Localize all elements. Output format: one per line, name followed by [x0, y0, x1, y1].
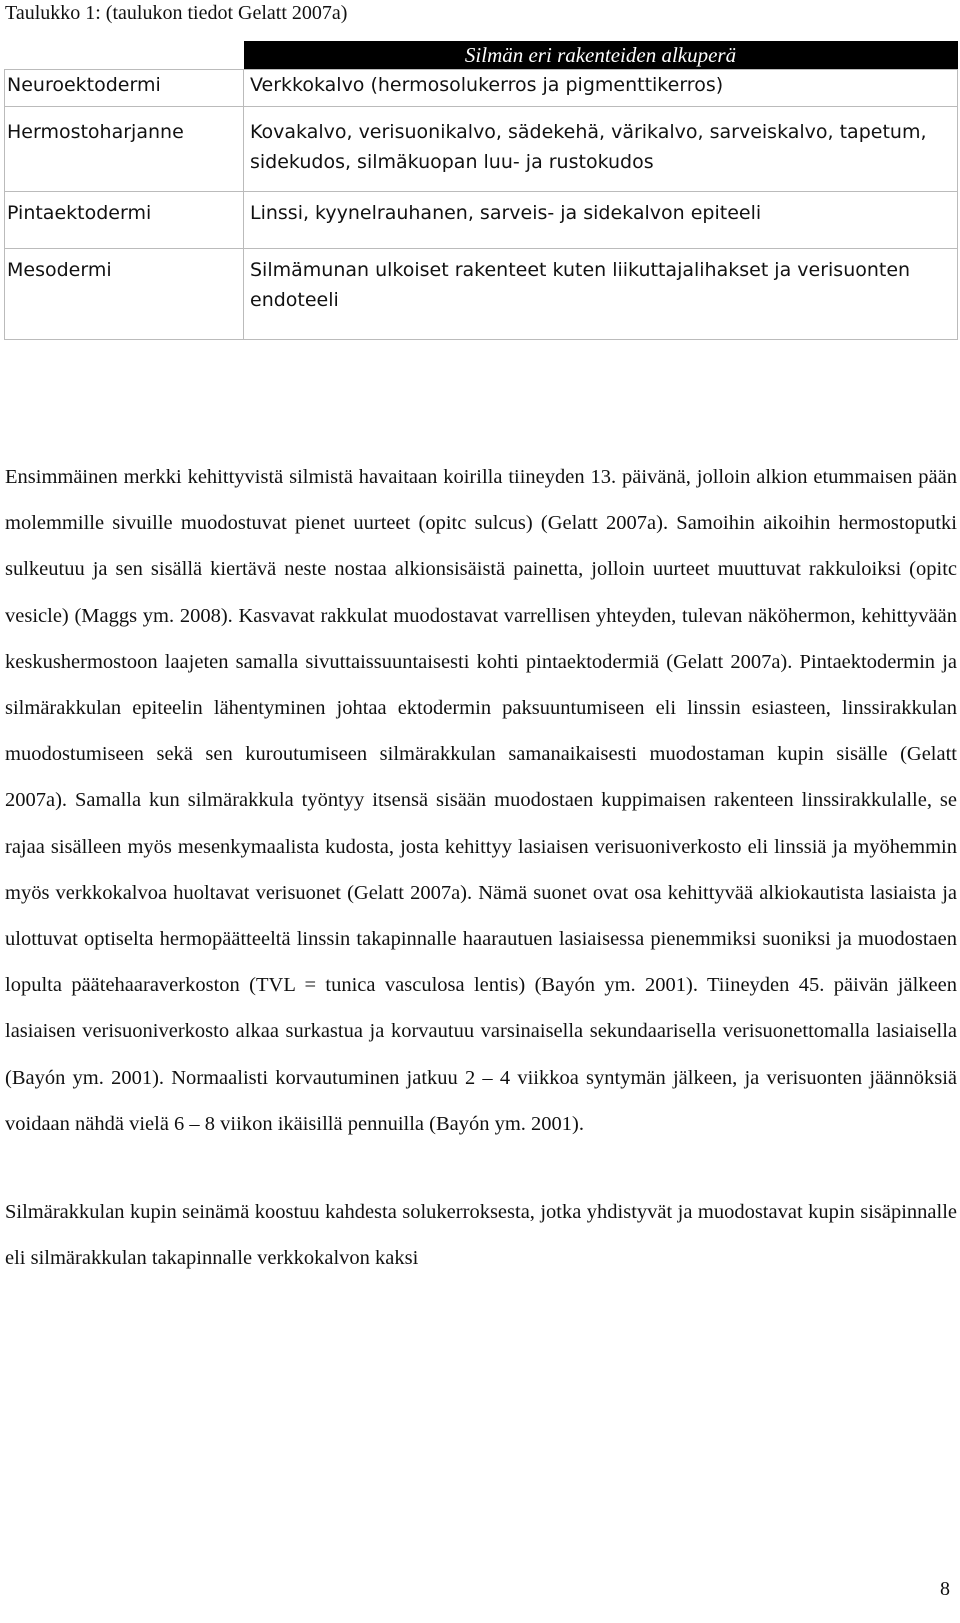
structures-cell: Verkkokalvo (hermosolukerros ja pigmenttikerros) — [244, 70, 958, 107]
table-caption: Taulukko 1: (taulukon tiedot Gelatt 2007a) — [5, 2, 348, 24]
origin-table — [4, 41, 958, 340]
table-header-row — [5, 41, 958, 70]
table-header-cell: Silmän eri rakenteiden alkuperä — [244, 41, 958, 70]
structures-cell: Kovakalvo, verisuonikalvo, sädekehä, värikalvo, sarveiskalvo, tapetum, sidekudos, silmäkuopan luu- ja rustokudos — [244, 107, 958, 192]
table-header-empty-cell — [5, 41, 244, 70]
table-row — [5, 70, 958, 107]
body-text — [5, 454, 957, 1281]
table-row — [5, 249, 958, 340]
tissue-cell: Pintaektodermi — [5, 192, 244, 249]
tissue-cell: Mesodermi — [5, 249, 244, 340]
tissue-cell: Hermostoharjanne — [5, 107, 244, 192]
structures-cell: Linssi, kyynelrauhanen, sarveis- ja sidekalvon epiteeli — [244, 192, 958, 249]
tissue-cell: Neuroektodermi — [5, 70, 244, 107]
table-row — [5, 192, 958, 249]
table-row — [5, 107, 958, 192]
paragraph: Silmärakkulan kupin seinämä koostuu kahdesta solukerroksesta, jotka yhdistyvät ja muodostavat kupin sisäpinnalle eli silmärakkulan takapinnalle verkkokalvon kaksi — [5, 1201, 957, 1270]
paragraph: Ensimmäinen merkki kehittyvistä silmistä havaitaan koirilla tiineyden 13. päivänä, jolloin alkion etummaisen pään molemmille sivuille muodostuvat pienet uurteet (opitc sulcus) (Gelatt 2007a). Samoihin aikoihin hermostoputki sulkeutuu ja sen sisällä kiertävä neste nostaa alkionsisäistä painetta, jolloin uurteet muuttuvat rakkuloiksi (opitc vesicle) (Maggs ym. 2008). Kasvavat rakkulat muodostavat varrellisen yhteyden, tulevan näköhermon, kehittyvään keskushermostoon laajeten samalla sivuttaissuuntaisesti kohti pintaektodermiä (Gelatt 2007a). Pintaektodermin ja silmärakkulan epiteelin lähentyminen johtaa ektodermin paksuuntumiseen eli linssin esiasteen, linssirakkulan muodostumiseen sekä sen kuroutumiseen silmärakkulan samanaikaisesti muodostaman kupin sisälle (Gelatt 2007a). Samalla kun silmärakkula työntyy itsensä sisään muodostaen kuppimaisen rakenteen linssirakkulalle, se rajaa sisälleen myös mesenkymaalista kudosta, josta kehittyy lasiaisen verisuoniverkosto eli linssiä ja myöhemmin myös verkkokalvoa huoltavat verisuonet (Gelatt 2007a). Nämä suonet ovat osa kehittyvää alkiokautista lasiaista ja ulottuvat optiselta hermopäätteeltä linssin takapinnalle haarautuen lasiaisessa pienemmiksi suoniksi ja muodostaen lopulta päätehaaraverkoston (TVL = tunica vasculosa lentis) (Bayón ym. 2001). Tiineyden 45. päivän jälkeen lasiaisen verisuoniverkosto alkaa surkastua ja korvautuu varsinaisella sekundaarisella verisuonettomalla lasiaisella (Bayón ym. 2001). Normaalisti korvautuminen jatkuu 2 – 4 viikkoa syntymän jälkeen, ja verisuonten jäännöksiä voidaan nähdä vielä 6 – 8 viikon ikäisillä pennuilla (Bayón ym. 2001). — [5, 466, 957, 1135]
page-number: 8 — [940, 1578, 950, 1600]
structures-cell: Silmämunan ulkoiset rakenteet kuten liikuttajalihakset ja verisuonten endoteeli — [244, 249, 958, 340]
